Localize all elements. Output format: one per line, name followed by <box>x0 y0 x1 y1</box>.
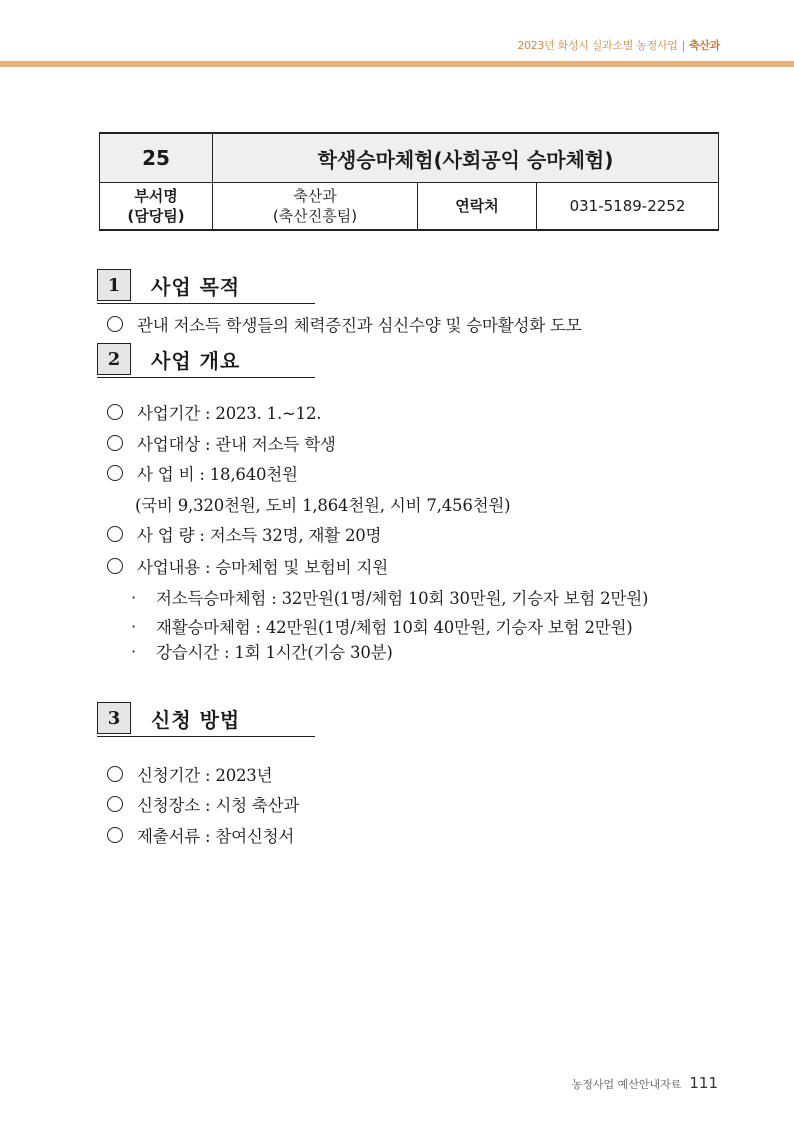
running-header <box>517 37 720 53</box>
section-number: 3 <box>97 702 131 734</box>
dept-label: 부서명 <box>134 187 178 205</box>
list-item: 신청기간 : 2023년 <box>107 762 272 786</box>
header-title: 2023년 화성시 실과소별 농정사업 <box>517 39 678 52</box>
footer-label: 농정사업 예산안내자료 <box>571 1078 682 1091</box>
page-number: 111 <box>689 1074 718 1092</box>
circle-bullet-icon <box>107 796 123 812</box>
circle-bullet-icon <box>107 827 123 843</box>
section-number: 2 <box>97 343 131 375</box>
circle-bullet-icon <box>107 404 123 420</box>
program-info-table <box>99 132 719 231</box>
circle-bullet-icon <box>107 526 123 542</box>
list-item: 관내 저소득 학생들의 체력증진과 심신수양 및 승마활성화 도모 <box>107 312 582 336</box>
circle-bullet-icon <box>107 435 123 451</box>
list-item: 제출서류 : 참여신청서 <box>107 823 294 847</box>
list-item: 사업기간 : 2023. 1.~12. <box>107 400 321 424</box>
section-title: 사업 개요 <box>151 349 241 373</box>
page-footer <box>572 1074 718 1092</box>
contact-value: 031-5189-2252 <box>537 183 719 231</box>
header-bar <box>0 61 794 67</box>
circle-bullet-icon <box>107 465 123 481</box>
program-number: 25 <box>100 133 213 183</box>
contact-label: 연락처 <box>418 183 537 231</box>
list-item: 사업대상 : 관내 저소득 학생 <box>107 431 336 455</box>
section-number: 1 <box>97 269 131 301</box>
dept-value-cell <box>213 183 418 231</box>
team-value: (축산진흥팀) <box>272 207 358 225</box>
header-separator: | <box>681 39 686 52</box>
list-item: 신청장소 : 시청 축산과 <box>107 792 299 816</box>
sub-item: 재활승마체험 : 42만원(1명/체험 10회 40만원, 기승자 보험 2만원) <box>156 618 633 637</box>
section-heading-2 <box>97 343 315 378</box>
sub-item: 저소득승마체험 : 32만원(1명/체험 10회 30만원, 기승자 보험 2만원) <box>156 589 649 608</box>
team-label: (담당팀) <box>127 207 185 225</box>
section-title: 신청 방법 <box>151 708 241 732</box>
sub-item: 강습시간 : 1회 1시간(기승 30분) <box>156 643 393 662</box>
list-item: 사업내용 : 승마체험 및 보험비 지원 <box>107 554 388 578</box>
circle-bullet-icon <box>107 558 123 574</box>
dot-bullet-icon: · <box>131 617 137 636</box>
list-item: 사 업 비 : 18,640천원 <box>107 461 298 485</box>
budget-breakdown: (국비 9,320천원, 도비 1,864천원, 시비 7,456천원) <box>135 496 511 515</box>
section-title: 사업 목적 <box>151 275 241 299</box>
circle-bullet-icon <box>107 316 123 332</box>
circle-bullet-icon <box>107 766 123 782</box>
dept-label-cell <box>100 183 213 231</box>
dot-bullet-icon: · <box>131 588 137 607</box>
section-heading-1 <box>97 269 315 304</box>
dept-value: 축산과 <box>293 187 337 205</box>
program-title: 학생승마체험(사회공익 승마체험) <box>213 133 719 183</box>
section-heading-3 <box>97 702 315 737</box>
dot-bullet-icon: · <box>131 642 137 661</box>
header-dept: 축산과 <box>689 39 720 52</box>
list-item: 사 업 량 : 저소득 32명, 재활 20명 <box>107 522 381 546</box>
